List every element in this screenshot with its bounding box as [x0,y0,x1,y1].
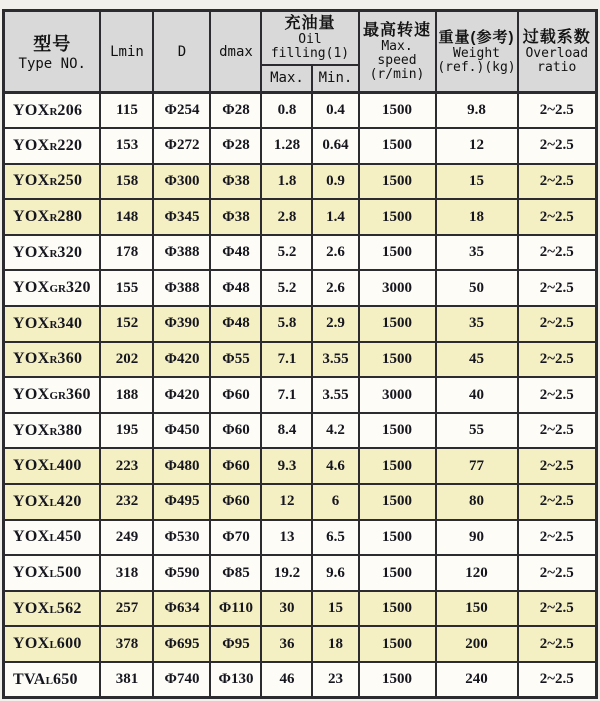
type-subscript: L [49,496,57,509]
overload-cell: 2~2.5 [518,626,597,662]
dmax-cell: Φ48 [210,235,261,271]
header-overload-cn: 过载系数 [522,29,591,46]
type-no-cell: YOXR220 [3,128,100,164]
dmax-cell: Φ110 [210,591,261,627]
d-cell: Φ388 [153,270,210,306]
oil-max-cell: 5.2 [261,235,312,271]
lmin-cell: 158 [100,164,153,200]
type-no-cell: YOXL600 [3,626,100,662]
type-no-cell: YOXL400 [3,448,100,484]
oil-max-cell: 1.28 [261,128,312,164]
weight-cell: 150 [436,591,518,627]
dmax-cell: Φ60 [210,377,261,413]
dmax-cell: Φ48 [210,306,261,342]
oil-min-cell: 0.64 [312,128,358,164]
type-no-cell: TVAL650 [3,662,100,698]
oil-max-cell: 2.8 [261,199,312,235]
type-no-cell: YOXL562 [3,591,100,627]
type-subscript: R [49,247,58,260]
type-no-cell: YOXR360 [3,342,100,378]
header-weight-cn: 重量(参考) [438,29,515,46]
type-no-cell: YOXR320 [3,235,100,271]
dmax-cell: Φ70 [210,520,261,556]
speed-cell: 1500 [359,199,436,235]
d-cell: Φ254 [153,93,210,129]
weight-cell: 50 [436,270,518,306]
d-cell: Φ590 [153,555,210,591]
lmin-cell: 178 [100,235,153,271]
lmin-cell: 152 [100,306,153,342]
header-oil-en: Oil filling(1) [270,32,350,62]
header-dmax: dmax [210,11,261,93]
lmin-cell: 257 [100,591,153,627]
type-subscript: GR [49,283,66,296]
d-cell: Φ300 [153,164,210,200]
speed-cell: 1500 [359,306,436,342]
oil-min-cell: 2.6 [312,235,358,271]
oil-min-cell: 9.6 [312,555,358,591]
weight-cell: 90 [436,520,518,556]
type-subscript: L [49,603,57,616]
oil-min-cell: 3.55 [312,377,358,413]
header-oil-max: Max. [261,65,312,93]
lmin-cell: 318 [100,555,153,591]
oil-min-cell: 23 [312,662,358,698]
oil-min-cell: 0.4 [312,93,358,129]
type-subscript: L [45,674,53,687]
type-subscript: L [49,639,57,652]
header-type-cn: 型号 [33,33,72,54]
oil-min-cell: 1.4 [312,199,358,235]
dmax-cell: Φ95 [210,626,261,662]
oil-min-cell: 0.9 [312,164,358,200]
d-cell: Φ388 [153,235,210,271]
type-subscript: R [49,425,58,438]
weight-cell: 77 [436,448,518,484]
overload-cell: 2~2.5 [518,306,597,342]
overload-cell: 2~2.5 [518,342,597,378]
overload-cell: 2~2.5 [518,270,597,306]
oil-max-cell: 8.4 [261,413,312,449]
weight-cell: 120 [436,555,518,591]
d-cell: Φ495 [153,484,210,520]
dmax-cell: Φ48 [210,270,261,306]
oil-min-cell: 6 [312,484,358,520]
lmin-cell: 153 [100,128,153,164]
d-cell: Φ345 [153,199,210,235]
speed-cell: 1500 [359,555,436,591]
type-no-cell: YOXR280 [3,199,100,235]
weight-cell: 55 [436,413,518,449]
dmax-cell: Φ60 [210,413,261,449]
d-cell: Φ740 [153,662,210,698]
d-cell: Φ420 [153,342,210,378]
speed-cell: 3000 [359,270,436,306]
table-row [3,270,596,306]
weight-cell: 12 [436,128,518,164]
oil-max-cell: 7.1 [261,342,312,378]
lmin-cell: 148 [100,199,153,235]
oil-min-cell: 18 [312,626,358,662]
table-row [3,662,596,698]
dmax-cell: Φ38 [210,199,261,235]
table-header [3,11,596,93]
oil-max-cell: 9.3 [261,448,312,484]
oil-max-cell: 0.8 [261,93,312,129]
dmax-cell: Φ28 [210,93,261,129]
speed-cell: 3000 [359,377,436,413]
weight-cell: 240 [436,662,518,698]
oil-max-cell: 30 [261,591,312,627]
oil-max-cell: 46 [261,662,312,698]
oil-max-cell: 1.8 [261,164,312,200]
oil-max-cell: 13 [261,520,312,556]
speed-cell: 1500 [359,484,436,520]
overload-cell: 2~2.5 [518,448,597,484]
weight-cell: 9.8 [436,93,518,129]
dmax-cell: Φ38 [210,164,261,200]
speed-cell: 1500 [359,342,436,378]
header-lmin: Lmin [100,11,153,93]
type-no-cell: YOXL500 [3,555,100,591]
type-subscript: L [49,461,57,474]
lmin-cell: 202 [100,342,153,378]
header-oil-min: Min. [312,65,358,93]
type-subscript: R [49,176,58,189]
dmax-cell: Φ130 [210,662,261,698]
type-no-cell: YOXR340 [3,306,100,342]
oil-min-cell: 6.5 [312,520,358,556]
lmin-cell: 115 [100,93,153,129]
overload-cell: 2~2.5 [518,520,597,556]
speed-cell: 1500 [359,448,436,484]
dmax-cell: Φ60 [210,484,261,520]
d-cell: Φ420 [153,377,210,413]
speed-cell: 1500 [359,413,436,449]
d-cell: Φ272 [153,128,210,164]
speed-cell: 1500 [359,662,436,698]
type-no-cell: YOXGR360 [3,377,100,413]
type-no-cell: YOXL420 [3,484,100,520]
dmax-cell: Φ60 [210,448,261,484]
weight-cell: 35 [436,235,518,271]
d-cell: Φ450 [153,413,210,449]
dmax-cell: Φ55 [210,342,261,378]
speed-cell: 1500 [359,591,436,627]
header-max-speed: 最高转速 Max. speed (r/min) [359,11,436,93]
overload-cell: 2~2.5 [518,555,597,591]
d-cell: Φ634 [153,591,210,627]
oil-min-cell: 2.9 [312,306,358,342]
oil-min-cell: 4.2 [312,413,358,449]
header-oil-filling [261,11,358,65]
overload-cell: 2~2.5 [518,164,597,200]
type-no-cell: YOXL450 [3,520,100,556]
oil-min-cell: 15 [312,591,358,627]
d-cell: Φ390 [153,306,210,342]
lmin-cell: 378 [100,626,153,662]
oil-min-cell: 2.6 [312,270,358,306]
type-subscript: L [49,532,57,545]
table-row [3,626,596,662]
type-subscript: R [49,140,58,153]
table-row [3,199,596,235]
header-overload-ratio: 过载系数 Overload ratio [518,11,597,93]
type-subscript: R [49,318,58,331]
overload-cell: 2~2.5 [518,591,597,627]
type-subscript: R [49,105,58,118]
table-row [3,448,596,484]
overload-cell: 2~2.5 [518,235,597,271]
type-no-cell: YOXR206 [3,93,100,129]
overload-cell: 2~2.5 [518,128,597,164]
dmax-cell: Φ28 [210,128,261,164]
oil-max-cell: 19.2 [261,555,312,591]
header-oil-cn: 充油量 [284,15,336,33]
type-subscript: R [49,212,58,225]
d-cell: Φ695 [153,626,210,662]
coupling-spec-table [2,9,598,699]
type-no-cell: YOXR250 [3,164,100,200]
header-type-no [3,11,100,93]
header-speed-cn: 最高转速 [362,22,431,39]
weight-cell: 35 [436,306,518,342]
oil-max-cell: 7.1 [261,377,312,413]
speed-cell: 1500 [359,93,436,129]
overload-cell: 2~2.5 [518,199,597,235]
oil-max-cell: 12 [261,484,312,520]
table-row [3,164,596,200]
dmax-cell: Φ85 [210,555,261,591]
table-row [3,128,596,164]
weight-cell: 18 [436,199,518,235]
speed-cell: 1500 [359,520,436,556]
lmin-cell: 249 [100,520,153,556]
overload-cell: 2~2.5 [518,484,597,520]
lmin-cell: 381 [100,662,153,698]
type-subscript: GR [49,390,66,403]
table-row [3,342,596,378]
table-row [3,235,596,271]
oil-min-cell: 3.55 [312,342,358,378]
table-row [3,306,596,342]
weight-cell: 15 [436,164,518,200]
lmin-cell: 155 [100,270,153,306]
type-subscript: L [49,568,57,581]
table-row [3,555,596,591]
table-body [3,93,596,698]
speed-cell: 1500 [359,164,436,200]
d-cell: Φ480 [153,448,210,484]
speed-cell: 1500 [359,626,436,662]
table-row [3,377,596,413]
header-d: D [153,11,210,93]
oil-min-cell: 4.6 [312,448,358,484]
oil-max-cell: 5.8 [261,306,312,342]
d-cell: Φ530 [153,520,210,556]
table-row [3,484,596,520]
type-no-cell: YOXGR320 [3,270,100,306]
speed-cell: 1500 [359,128,436,164]
weight-cell: 200 [436,626,518,662]
type-no-cell: YOXR380 [3,413,100,449]
lmin-cell: 223 [100,448,153,484]
lmin-cell: 188 [100,377,153,413]
table-row [3,520,596,556]
header-weight: 重量(参考) Weight (ref.)(kg) [436,11,518,93]
overload-cell: 2~2.5 [518,377,597,413]
oil-max-cell: 36 [261,626,312,662]
type-subscript: R [49,354,58,367]
overload-cell: 2~2.5 [518,413,597,449]
weight-cell: 45 [436,342,518,378]
overload-cell: 2~2.5 [518,662,597,698]
table-row [3,591,596,627]
weight-cell: 40 [436,377,518,413]
speed-cell: 1500 [359,235,436,271]
table-row [3,413,596,449]
overload-cell: 2~2.5 [518,93,597,129]
lmin-cell: 195 [100,413,153,449]
table-row [3,93,596,129]
weight-cell: 80 [436,484,518,520]
lmin-cell: 232 [100,484,153,520]
header-type-en: Type NO. [18,55,86,72]
oil-max-cell: 5.2 [261,270,312,306]
